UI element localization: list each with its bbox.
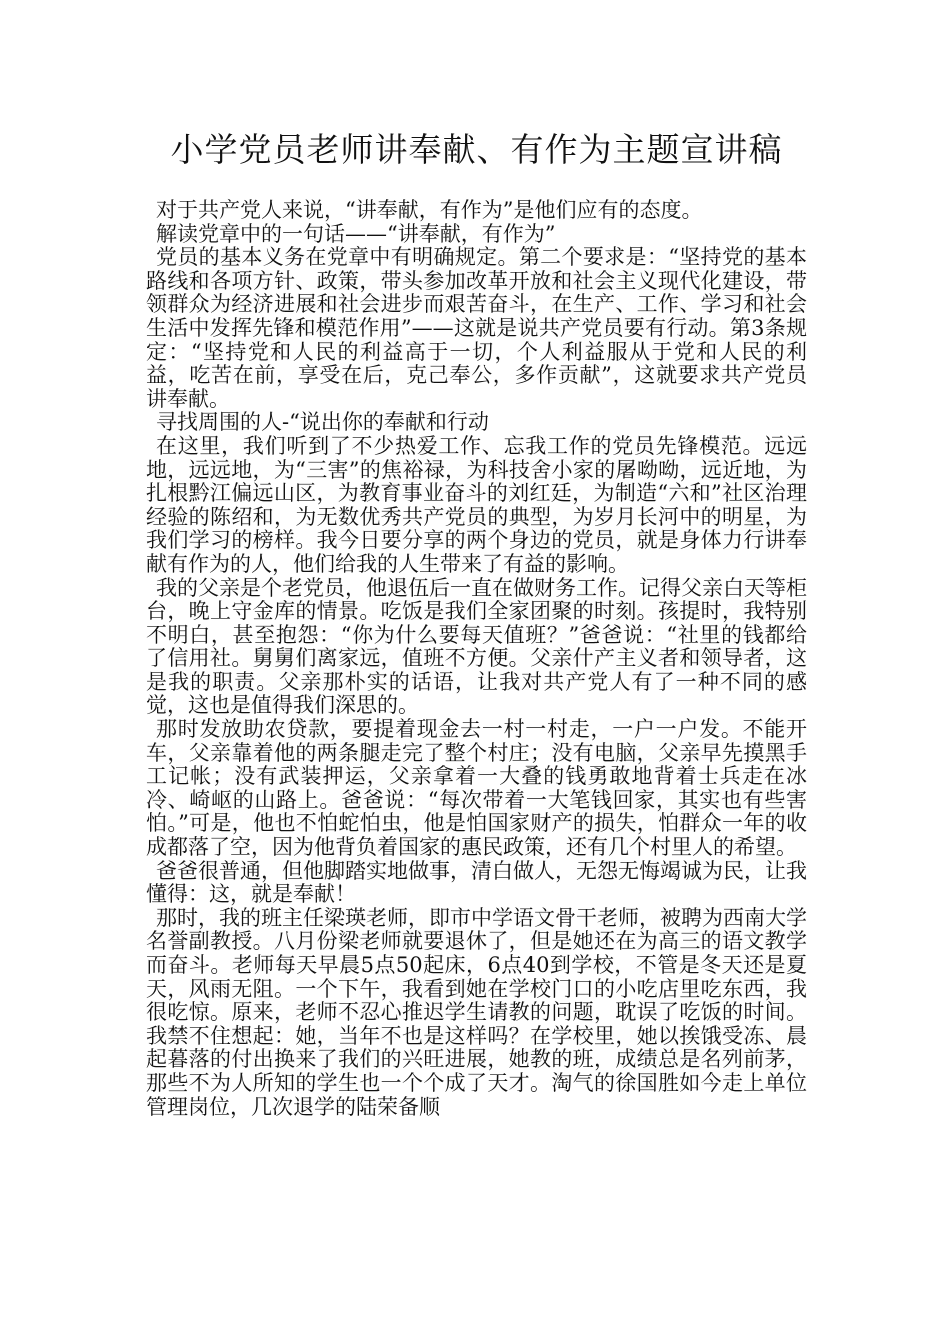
paragraph: 寻找周围的人-“说出你的奉献和行动 <box>156 410 489 435</box>
paragraph: 对于共产党人来说，“讲奉献，有作为”是他们应有的态度。 <box>156 198 703 222</box>
paragraph: 我的父亲是个老党员，他退伍后一直在做财务工作。记得父亲白天等柜台，晚上守金库的情景。吃饭是我们全家团聚的时刻。孩提时，我特别不明白，甚至抱怨：“你为什么要每天值班？”爸爸说：“社里的钱都给了信用社。舅舅们离家远，值班不方便。父亲什产主义者和领导者，这是我的职责。父亲那朴实的话语，让我对共产党人有了一种不同的感觉，这也是值得我们深思的。 <box>146 575 807 718</box>
paragraph: 党员的基本义务在党章中有明确规定。第二个要求是：“坚持党的基本路线和各项方针、政策，带头参加改革开放和社会主义现代化建设，带领群众为经济进展和社会进步而艰苦奋斗，在生产、工作、学习和社会生活中发挥先锋和模范作用”——这就是说共产党员要有行动。第3条规定：“坚持党和人民的利益高于一切，个人利益服从于党和人民的利益，吃苦在前，享受在后，克己奉公，多作贡献”，这就要求共产党员讲奉献。 <box>146 245 807 411</box>
paragraph: 爸爸很普通，但他脚踏实地做事，清白做人，无怨无悔竭诚为民，让我懂得：这，就是奉献！ <box>146 858 807 907</box>
document-body <box>146 199 807 1119</box>
document-title: 小学党员老师讲奉献、有作为主题宣讲稿 <box>170 130 783 169</box>
paragraph: 解读党章中的一句话——“讲奉献，有作为” <box>156 221 556 246</box>
paragraph: 在这里，我们听到了不少热爱工作、忘我工作的党员先锋模范。远远地，远远地，为“三害”的焦裕禄，为科技舍小家的屠呦呦，远近地，为扎根黔江偏远山区，为教育事业奋斗的刘红廷，为制造“六和”社区治理经验的陈绍和，为无数优秀共产党员的典型，为岁月长河中的明星，为我们学习的榜样。我今日要分享的两个身边的党员，就是身体力行讲奉献有作为的人，他们给我的人生带来了有益的影响。 <box>146 433 807 576</box>
paragraph: 那时发放助农贷款，要提着现金去一村一村走，一户一户发。不能开车，父亲靠着他的两条腿走完了整个村庄；没有电脑，父亲早先摸黑手工记帐；没有武装押运，父亲拿着一大叠的钱勇敢地背着士兵走在冰冷、崎岖的山路上。爸爸说：“每次带着一大笔钱回家，其实也有些害怕。”可是，他也不怕蛇怕虫，他是怕国家财产的损失，怕群众一年的收成都落了空，因为他背负着国家的惠民政策，还有几个村里人的希望。 <box>146 717 807 860</box>
paragraph: 那时，我的班主任梁瑛老师，即市中学语文骨干老师，被聘为西南大学名誉副教授。八月份梁老师就要退休了，但是她还在为高三的语文教学而奋斗。老师每天早晨5点50起床，6点40到学校，不管是冬天还是夏天，风雨无阻。一个下午，我看到她在学校门口的小吃店里吃东西，我很吃惊。原来，老师不忍心推迟学生请教的问题，耽误了吃饭的时间。我禁不住想起：她，当年不也是这样吗？在学校里，她以挨饿受冻、晨起暮落的付出换来了我们的兴旺进展，她教的班，成绩总是名列前茅，那些不为人所知的学生也一个个成了天才。淘气的徐国胜如今走上单位管理岗位，几次退学的陆荣备顺 <box>146 905 807 1119</box>
